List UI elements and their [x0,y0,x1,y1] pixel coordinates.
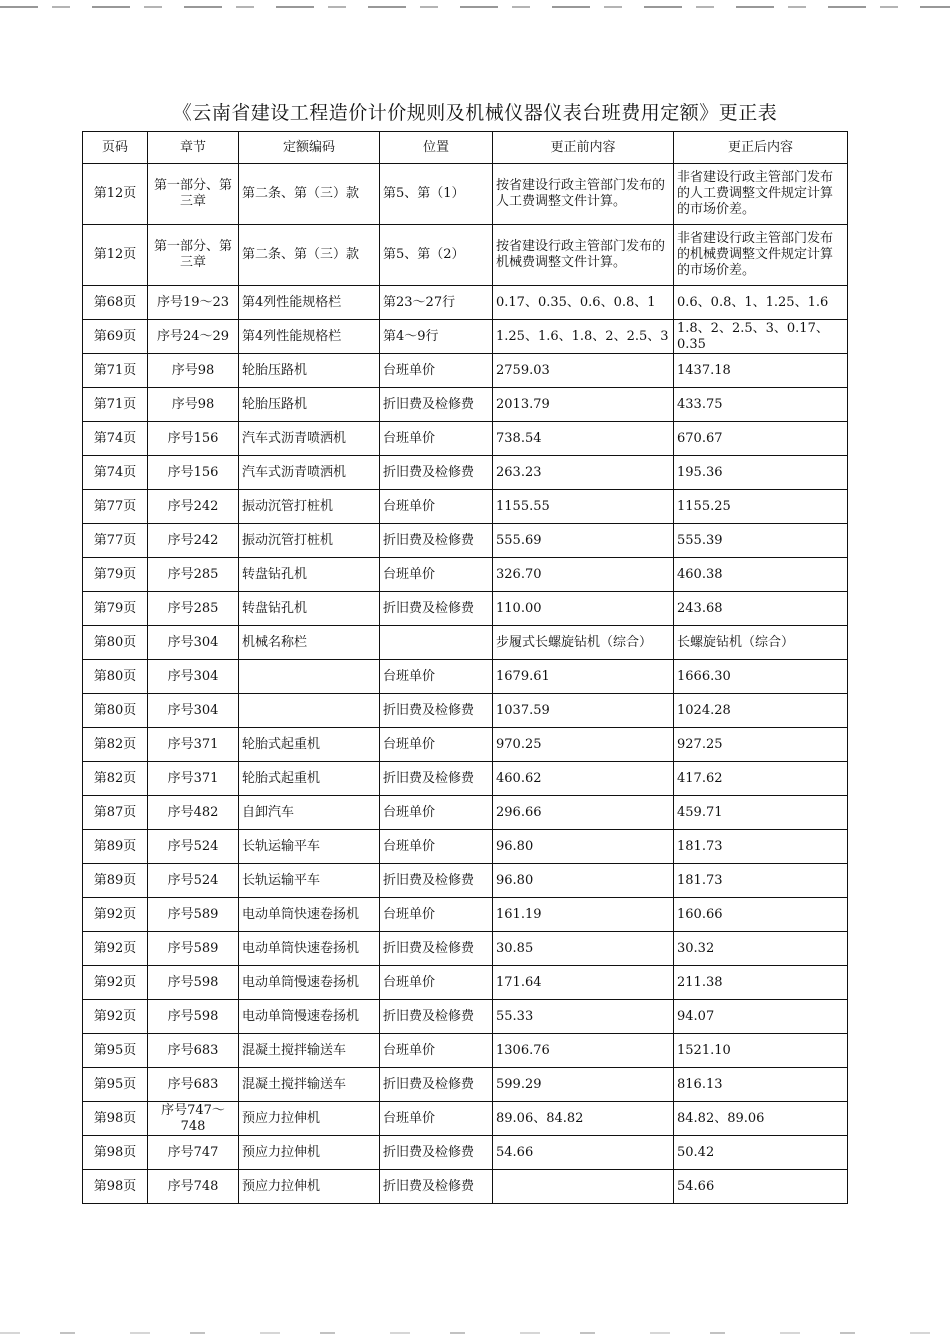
cell-before [493,1170,674,1204]
cell-chapter: 序号285 [148,592,239,626]
cell-position: 台班单价 [380,966,493,1000]
cell-position: 台班单价 [380,490,493,524]
cell-after: 非省建设行政主管部门发布的机械费调整文件规定计算的市场价差。 [674,225,848,286]
cell-code [239,660,380,694]
cell-page: 第12页 [83,225,148,286]
cell-after: 94.07 [674,1000,848,1034]
cell-position: 第4～9行 [380,320,493,354]
cell-position: 第23～27行 [380,286,493,320]
cell-before: 2759.03 [493,354,674,388]
page-title: 《云南省建设工程造价计价规则及机械仪器仪表台班费用定额》更正表 [172,102,778,124]
cell-chapter: 序号98 [148,354,239,388]
cell-after: 30.32 [674,932,848,966]
cell-position: 台班单价 [380,1034,493,1068]
cell-code: 轮胎式起重机 [239,762,380,796]
cell-page: 第12页 [83,164,148,225]
cell-code: 电动单筒快速卷扬机 [239,898,380,932]
cell-after: 50.42 [674,1136,848,1170]
table-row [83,1068,848,1102]
cell-code [239,694,380,728]
cell-page: 第77页 [83,490,148,524]
cell-before: 96.80 [493,830,674,864]
cell-before: 按省建设行政主管部门发布的人工费调整文件计算。 [493,164,674,225]
table-row [83,1102,848,1136]
table-row [83,490,848,524]
cell-position: 台班单价 [380,660,493,694]
cell-code: 机械名称栏 [239,626,380,660]
cell-code: 第4列性能规格栏 [239,320,380,354]
cell-after: 555.39 [674,524,848,558]
cell-page: 第80页 [83,694,148,728]
cell-chapter: 序号304 [148,694,239,728]
table-row [83,694,848,728]
table-row [83,225,848,286]
cell-code: 电动单筒慢速卷扬机 [239,1000,380,1034]
table-row [83,320,848,354]
table-row [83,1136,848,1170]
cell-after: 1437.18 [674,354,848,388]
cell-code: 第二条、第（三）款 [239,164,380,225]
cell-position: 台班单价 [380,422,493,456]
cell-page: 第74页 [83,456,148,490]
cell-after: 160.66 [674,898,848,932]
cell-position: 台班单价 [380,830,493,864]
cell-position: 第5、第（1） [380,164,493,225]
cell-code: 振动沉管打桩机 [239,524,380,558]
cell-chapter: 序号524 [148,830,239,864]
table-row [83,456,848,490]
cell-after: 243.68 [674,592,848,626]
cell-chapter: 序号748 [148,1170,239,1204]
table-row [83,592,848,626]
cell-chapter: 序号747～748 [148,1102,239,1136]
cell-position: 台班单价 [380,354,493,388]
table-row [83,286,848,320]
cell-before: 1679.61 [493,660,674,694]
errata-body [83,164,848,1204]
cell-code: 第4列性能规格栏 [239,286,380,320]
cell-page: 第79页 [83,558,148,592]
cell-page: 第82页 [83,728,148,762]
cell-after: 417.62 [674,762,848,796]
cell-before: 161.19 [493,898,674,932]
cell-before: 30.85 [493,932,674,966]
table-row [83,626,848,660]
cell-position: 台班单价 [380,796,493,830]
header-code: 定额编码 [239,132,380,164]
cell-before: 54.66 [493,1136,674,1170]
cell-after: 927.25 [674,728,848,762]
cell-chapter: 序号598 [148,966,239,1000]
table-row [83,164,848,225]
cell-before: 89.06、84.82 [493,1102,674,1136]
cell-code: 轮胎式起重机 [239,728,380,762]
cell-before: 263.23 [493,456,674,490]
cell-code: 预应力拉伸机 [239,1102,380,1136]
header-chapter: 章节 [148,132,239,164]
cell-page: 第92页 [83,1000,148,1034]
cell-chapter: 序号589 [148,932,239,966]
cell-page: 第92页 [83,898,148,932]
cell-code: 长轨运输平车 [239,830,380,864]
cell-page: 第95页 [83,1034,148,1068]
cell-page: 第87页 [83,796,148,830]
cell-code: 转盘钻孔机 [239,592,380,626]
cell-after: 1024.28 [674,694,848,728]
cell-code: 自卸汽车 [239,796,380,830]
table-row [83,354,848,388]
cell-before: 按省建设行政主管部门发布的机械费调整文件计算。 [493,225,674,286]
cell-after: 181.73 [674,830,848,864]
cell-code: 汽车式沥青喷洒机 [239,422,380,456]
header-position: 位置 [380,132,493,164]
cell-code: 预应力拉伸机 [239,1136,380,1170]
cell-code: 转盘钻孔机 [239,558,380,592]
cell-page: 第98页 [83,1170,148,1204]
cell-chapter: 序号156 [148,456,239,490]
cell-after: 非省建设行政主管部门发布的人工费调整文件规定计算的市场价差。 [674,164,848,225]
cell-chapter: 序号304 [148,660,239,694]
cell-chapter: 序号19～23 [148,286,239,320]
cell-page: 第98页 [83,1102,148,1136]
cell-chapter: 序号98 [148,388,239,422]
cell-position: 折旧费及检修费 [380,456,493,490]
header-after: 更正后内容 [674,132,848,164]
cell-chapter: 第一部分、第三章 [148,164,239,225]
header-row [83,132,848,164]
scan-edge-bottom [0,1332,950,1334]
cell-page: 第89页 [83,830,148,864]
cell-before: 555.69 [493,524,674,558]
table-row [83,898,848,932]
cell-before: 296.66 [493,796,674,830]
cell-page: 第80页 [83,626,148,660]
cell-before: 96.80 [493,864,674,898]
cell-code: 振动沉管打桩机 [239,490,380,524]
table-row [83,864,848,898]
cell-position: 折旧费及检修费 [380,932,493,966]
header-page: 页码 [83,132,148,164]
cell-after: 1155.25 [674,490,848,524]
cell-before: 738.54 [493,422,674,456]
table-row [83,1170,848,1204]
header-before: 更正前内容 [493,132,674,164]
cell-before: 1.25、1.6、1.8、2、2.5、3 [493,320,674,354]
cell-page: 第82页 [83,762,148,796]
cell-after: 1.8、2、2.5、3、0.17、0.35 [674,320,848,354]
cell-after: 54.66 [674,1170,848,1204]
cell-chapter: 序号371 [148,762,239,796]
cell-code: 电动单筒快速卷扬机 [239,932,380,966]
table-row [83,966,848,1000]
cell-chapter: 序号285 [148,558,239,592]
cell-position: 折旧费及检修费 [380,388,493,422]
cell-before: 步履式长螺旋钻机（综合） [493,626,674,660]
table-row [83,524,848,558]
cell-before: 2013.79 [493,388,674,422]
table-row [83,388,848,422]
cell-position: 折旧费及检修费 [380,694,493,728]
cell-page: 第92页 [83,966,148,1000]
cell-chapter: 序号304 [148,626,239,660]
cell-chapter: 序号156 [148,422,239,456]
cell-before: 0.17、0.35、0.6、0.8、1 [493,286,674,320]
cell-code: 混凝土搅拌输送车 [239,1034,380,1068]
cell-page: 第74页 [83,422,148,456]
cell-code: 轮胎压路机 [239,388,380,422]
cell-chapter: 序号242 [148,490,239,524]
cell-chapter: 第一部分、第三章 [148,225,239,286]
cell-after: 1666.30 [674,660,848,694]
table-row [83,796,848,830]
cell-after: 1521.10 [674,1034,848,1068]
cell-before: 1155.55 [493,490,674,524]
cell-code: 长轨运输平车 [239,864,380,898]
cell-chapter: 序号24～29 [148,320,239,354]
cell-page: 第79页 [83,592,148,626]
cell-position: 折旧费及检修费 [380,592,493,626]
cell-before: 1037.59 [493,694,674,728]
cell-chapter: 序号524 [148,864,239,898]
cell-after: 460.38 [674,558,848,592]
cell-before: 970.25 [493,728,674,762]
cell-page: 第69页 [83,320,148,354]
cell-before: 326.70 [493,558,674,592]
cell-code: 汽车式沥青喷洒机 [239,456,380,490]
errata-table [82,131,848,1204]
table-row [83,1034,848,1068]
cell-before: 110.00 [493,592,674,626]
cell-after: 长螺旋钻机（综合） [674,626,848,660]
cell-chapter: 序号747 [148,1136,239,1170]
cell-after: 459.71 [674,796,848,830]
cell-code: 电动单筒慢速卷扬机 [239,966,380,1000]
cell-after: 84.82、89.06 [674,1102,848,1136]
cell-code: 混凝土搅拌输送车 [239,1068,380,1102]
cell-position: 折旧费及检修费 [380,524,493,558]
scan-edge-top [0,6,950,8]
cell-before: 1306.76 [493,1034,674,1068]
cell-after: 816.13 [674,1068,848,1102]
cell-chapter: 序号589 [148,898,239,932]
cell-position: 折旧费及检修费 [380,864,493,898]
cell-after: 211.38 [674,966,848,1000]
cell-position: 第5、第（2） [380,225,493,286]
cell-page: 第71页 [83,388,148,422]
cell-page: 第71页 [83,354,148,388]
cell-page: 第68页 [83,286,148,320]
cell-position: 折旧费及检修费 [380,1068,493,1102]
cell-page: 第89页 [83,864,148,898]
cell-position: 台班单价 [380,728,493,762]
cell-before: 55.33 [493,1000,674,1034]
cell-code: 第二条、第（三）款 [239,225,380,286]
cell-code: 预应力拉伸机 [239,1170,380,1204]
cell-after: 195.36 [674,456,848,490]
cell-before: 460.62 [493,762,674,796]
cell-position: 折旧费及检修费 [380,1000,493,1034]
cell-page: 第77页 [83,524,148,558]
cell-chapter: 序号482 [148,796,239,830]
cell-chapter: 序号371 [148,728,239,762]
table-row [83,728,848,762]
cell-page: 第80页 [83,660,148,694]
cell-after: 433.75 [674,388,848,422]
cell-position: 台班单价 [380,898,493,932]
cell-before: 599.29 [493,1068,674,1102]
cell-chapter: 序号242 [148,524,239,558]
cell-position: 台班单价 [380,558,493,592]
cell-position [380,626,493,660]
cell-position: 台班单价 [380,1102,493,1136]
cell-position: 折旧费及检修费 [380,1136,493,1170]
cell-position: 折旧费及检修费 [380,762,493,796]
table-row [83,932,848,966]
cell-after: 0.6、0.8、1、1.25、1.6 [674,286,848,320]
cell-code: 轮胎压路机 [239,354,380,388]
cell-after: 181.73 [674,864,848,898]
cell-position: 折旧费及检修费 [380,1170,493,1204]
table-row [83,762,848,796]
cell-page: 第92页 [83,932,148,966]
cell-page: 第98页 [83,1136,148,1170]
table-row [83,422,848,456]
cell-page: 第95页 [83,1068,148,1102]
cell-chapter: 序号598 [148,1000,239,1034]
cell-before: 171.64 [493,966,674,1000]
table-row [83,558,848,592]
table-row [83,660,848,694]
cell-after: 670.67 [674,422,848,456]
table-row [83,830,848,864]
cell-chapter: 序号683 [148,1034,239,1068]
cell-chapter: 序号683 [148,1068,239,1102]
table-row [83,1000,848,1034]
